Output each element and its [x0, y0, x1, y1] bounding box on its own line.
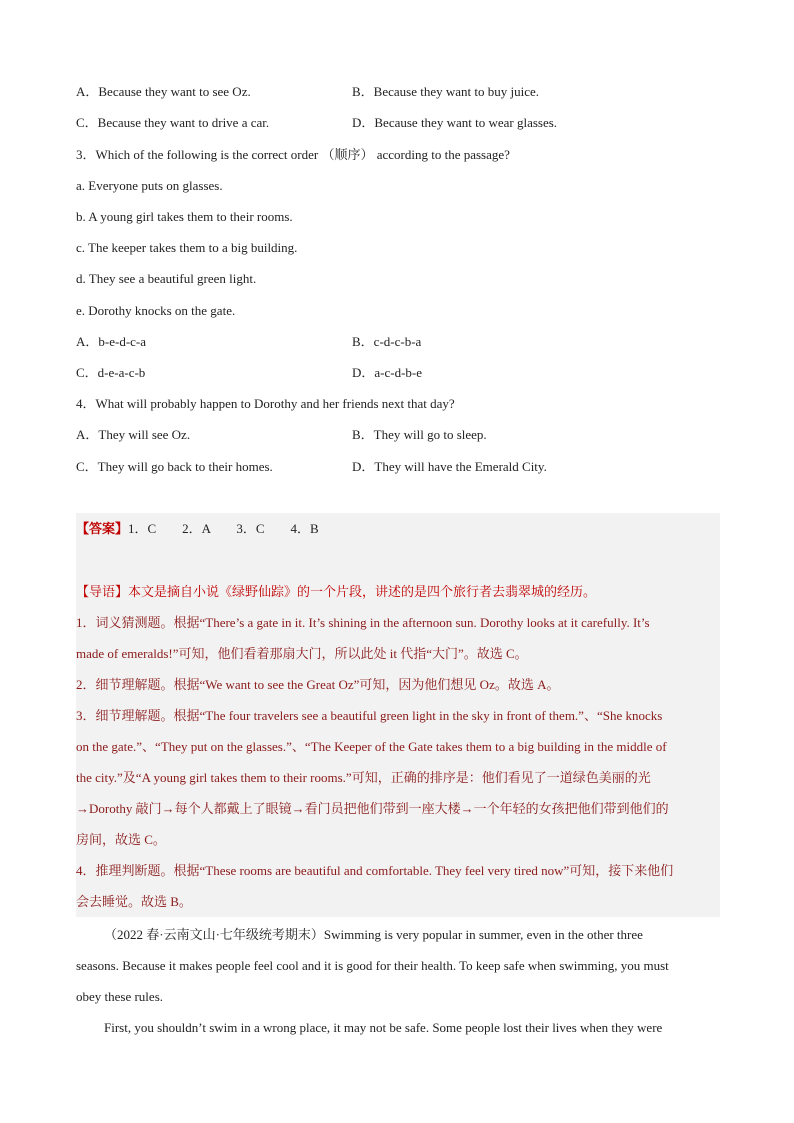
explanation-line-10: 会去睡觉。故选 B。	[76, 894, 192, 909]
answer-tag: 【答案】	[76, 521, 129, 536]
passage-line-2: seasons. Because it makes people feel cool and it is good for their health. To keep safe when swimming, you must	[76, 958, 669, 973]
passage-line-4: First, you shouldn’t swim in a wrong place, it may not be safe. Some people lost their lives when they were	[104, 1020, 663, 1035]
passage-line-1: （2022 春·云南文山·七年级统考期末）Swimming is very popular in summer, even in the other three	[104, 927, 643, 942]
explanation-line-6: the city.”及“A young girl takes them to their rooms.”可知，正确的排序是：他们看见了一道绿色美丽的光	[76, 770, 651, 785]
q3-option-b: B．c-d-c-b-a	[352, 334, 422, 349]
explanation-line-9: 4．推理判断题。根据“These rooms are beautiful and comfortable. They feel very tired now”可知，接下来他们	[76, 863, 674, 878]
guide-text: 本文是摘自小说《绿野仙踪》的一个片段，讲述的是四个旅行者去翡翠城的经历。	[128, 584, 597, 599]
q2-option-d: D．Because they want to wear glasses.	[352, 115, 558, 130]
q3-item-c: c. The keeper takes them to a big building.	[76, 240, 298, 255]
q3-option-d: D．a-c-d-b-e	[352, 365, 423, 380]
explanation-line-4: 3．细节理解题。根据“The four travelers see a beautiful green light in the sky in front of them.”、“She knocks	[76, 708, 663, 723]
q3-option-c: C．d-e-a-c-b	[76, 365, 146, 380]
q2-option-b: B．Because they want to buy juice.	[352, 84, 540, 99]
explanation-line-2: made of emeralds!”可知，他们看着那扇大门，所以此处 it 代指“大门”。故选 C。	[76, 646, 528, 661]
explanation-line-3: 2．细节理解题。根据“We want to see the Great Oz”可知，因为他们想见 Oz。故选 A。	[76, 677, 560, 692]
answer-values: 1．C 2．A 3．C 4．B	[128, 521, 319, 536]
q3-item-d: d. They see a beautiful green light.	[76, 271, 257, 286]
q3-item-b: b. A young girl takes them to their rooms.	[76, 209, 293, 224]
q3-item-a: a. Everyone puts on glasses.	[76, 178, 223, 193]
q4-option-c: C．They will go back to their homes.	[76, 459, 273, 474]
q3-stem: 3．Which of the following is the correct order （顺序） according to the passage?	[76, 147, 510, 162]
explanation-line-8: 房间，故选 C。	[76, 832, 166, 847]
q4-option-a: A．They will see Oz.	[76, 427, 191, 442]
answer-line	[76, 520, 319, 538]
q2-option-a: A．Because they want to see Oz.	[76, 84, 251, 99]
guide-tag: 【导语】	[76, 584, 129, 599]
q3-option-a: A．b-e-d-c-a	[76, 334, 147, 349]
q2-option-c: C．Because they want to drive a car.	[76, 115, 270, 130]
passage-line-3: obey these rules.	[76, 989, 164, 1004]
explanation-line-7: →Dorothy 敲门→每个人都戴上了眼镜→看门员把他们带到一座大楼→一个年轻的女孩把他们带到他们的	[76, 801, 669, 816]
explanation-line-1: 1．词义猜测题。根据“There’s a gate in it. It’s shining in the afternoon sun. Dorothy looks at it carefully. It’s	[76, 615, 650, 630]
guide-line	[76, 583, 596, 601]
q4-option-b: B．They will go to sleep.	[352, 427, 487, 442]
q4-option-d: D．They will have the Emerald City.	[352, 459, 547, 474]
explanation-line-5: on the gate.”、“They put on the glasses.”、“The Keeper of the Gate takes them to a big building in the middle of	[76, 739, 667, 754]
q4-stem: 4．What will probably happen to Dorothy and her friends next that day?	[76, 396, 455, 411]
q3-item-e: e. Dorothy knocks on the gate.	[76, 303, 236, 318]
